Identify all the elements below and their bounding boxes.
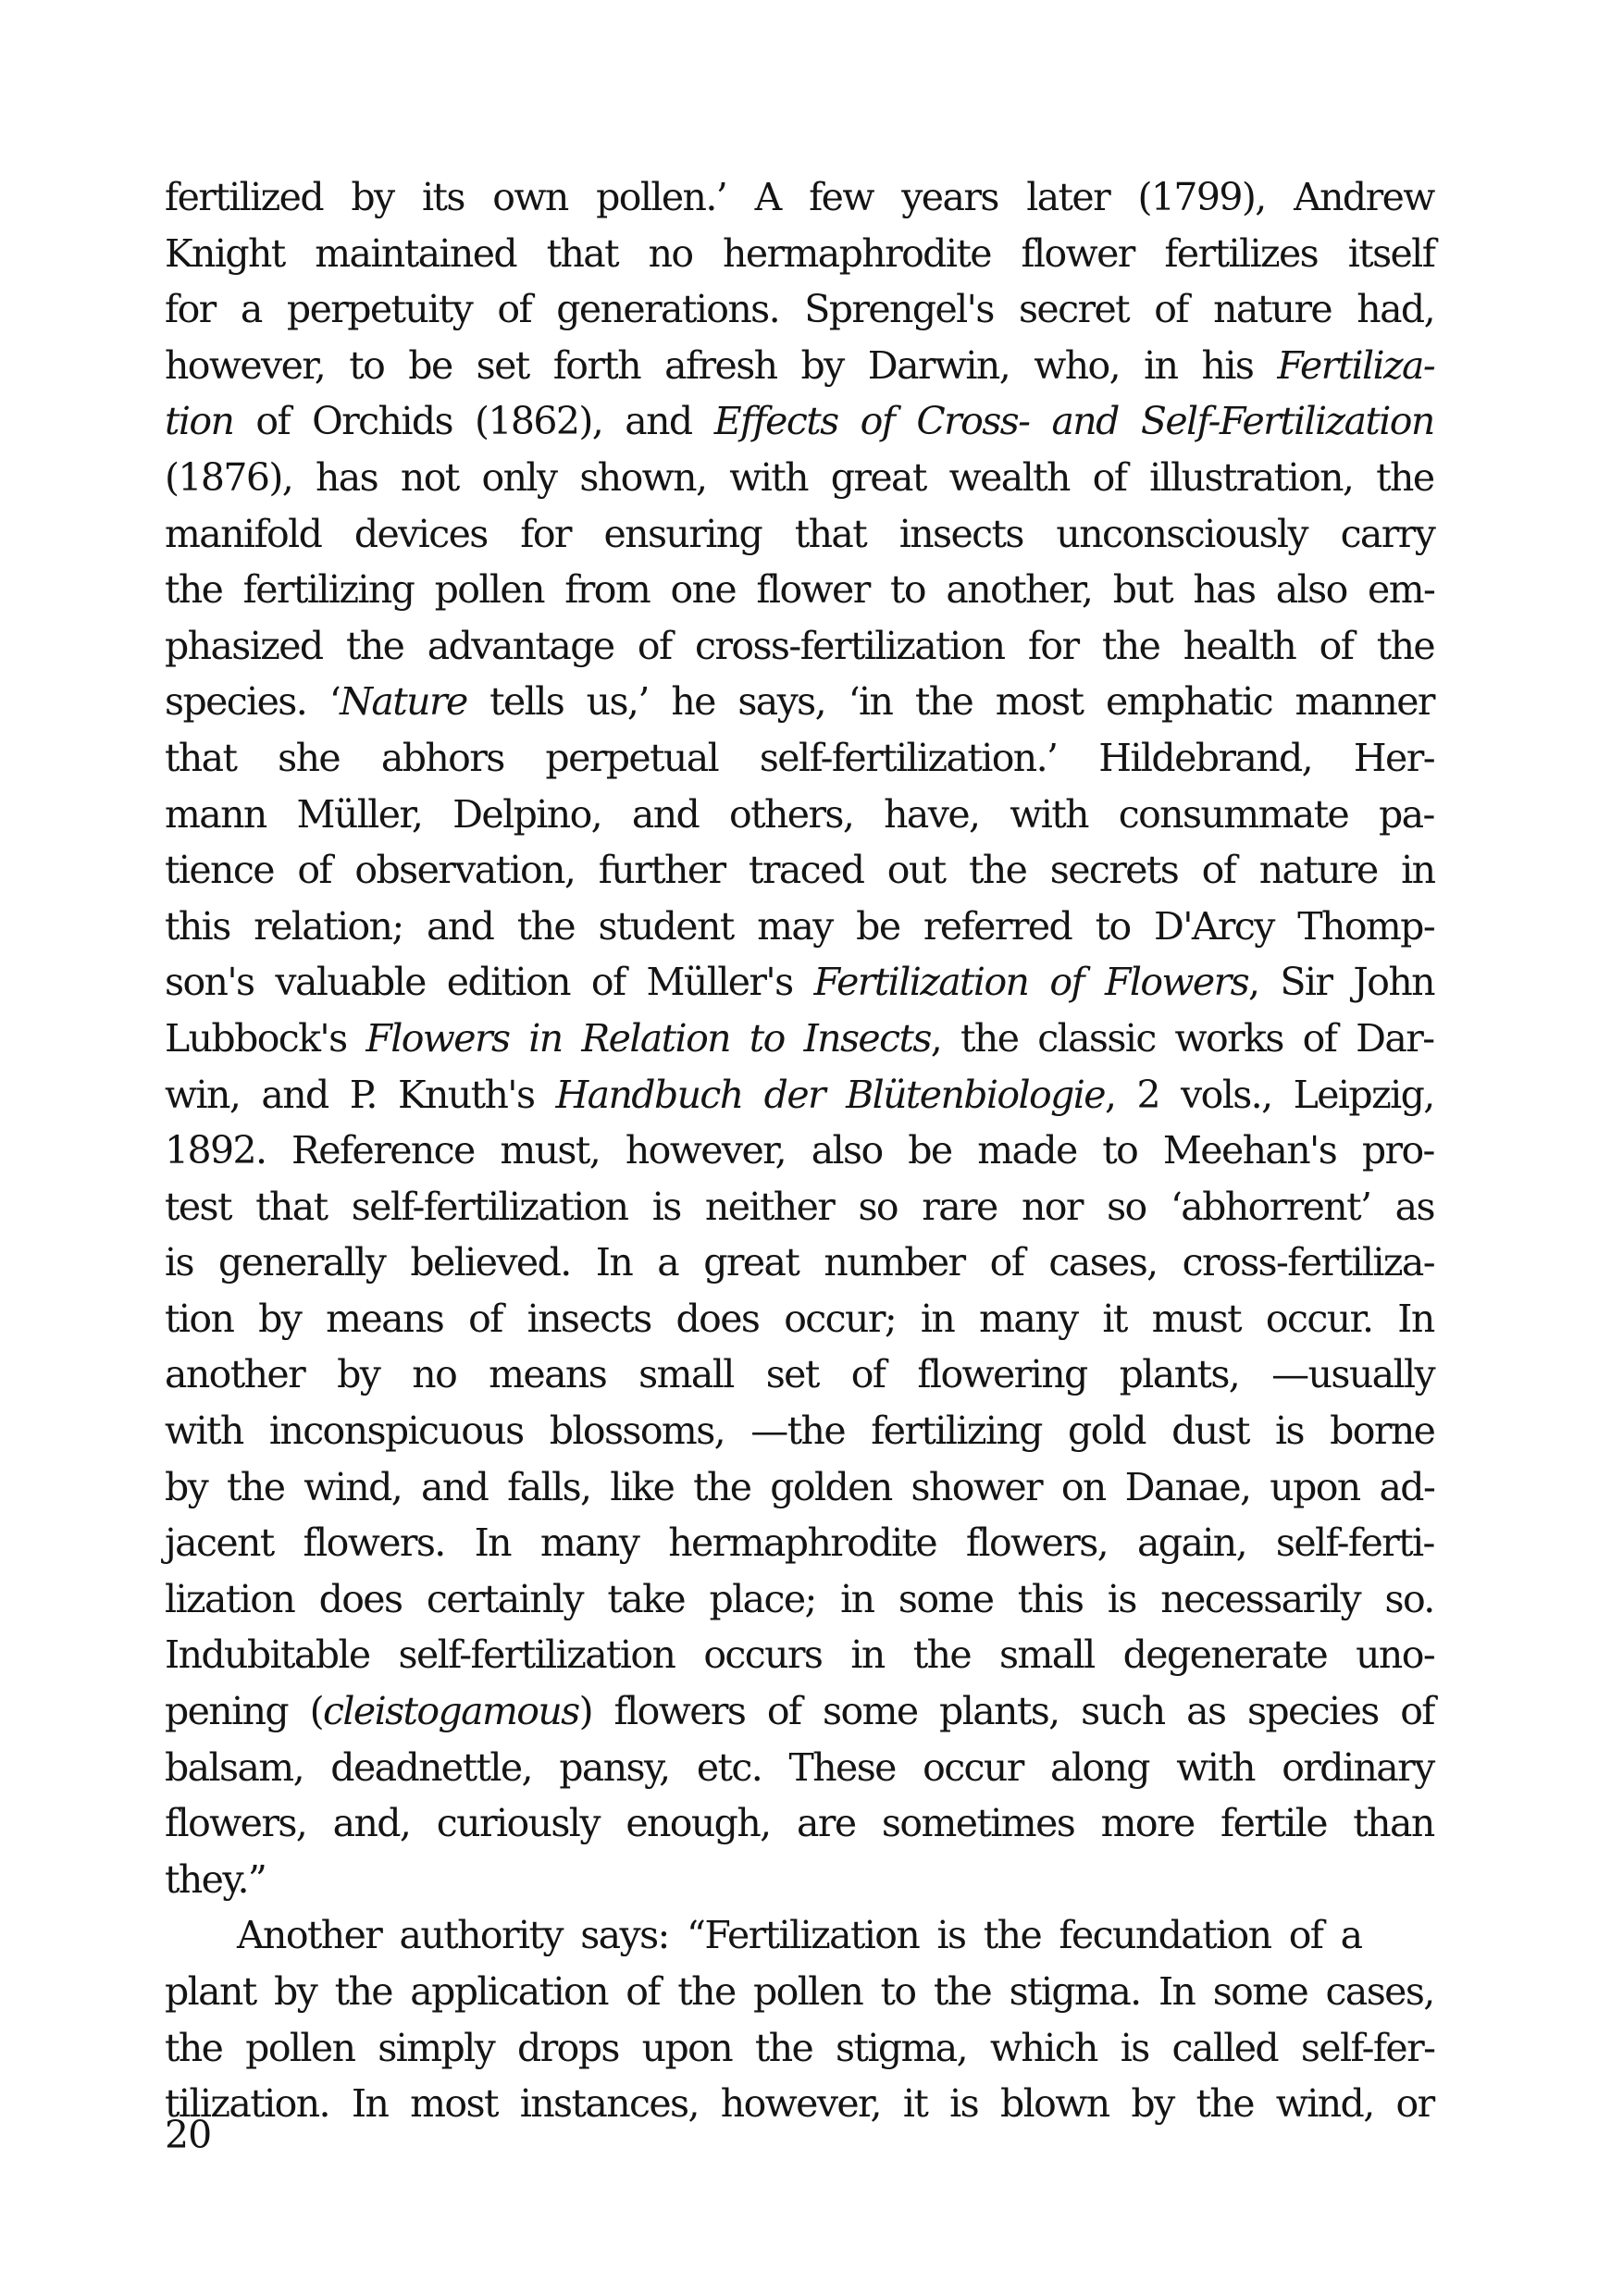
text-line [165, 1403, 1434, 1459]
text-line [165, 1627, 1434, 1683]
text-run: phasized the advantage of cross-fertilization for the health of the [165, 623, 1435, 668]
text-line [165, 562, 1434, 618]
text-line [165, 1795, 1434, 1852]
italic-text: tion [165, 399, 234, 444]
text-line [165, 1291, 1434, 1347]
text-run: another by no means small set of flowering plants, —usually [165, 1352, 1435, 1397]
text-run: plant by the application of the pollen to the stigma. In some cases, [165, 1969, 1434, 2014]
text-line [165, 1235, 1434, 1291]
text-run: of Orchids (1862), and [233, 399, 714, 444]
text-run: however, to be set forth afresh by Darwin, who, in his [165, 342, 1278, 388]
text-run: pening ( [165, 1689, 324, 1734]
text-run: Lubbock's [165, 1015, 366, 1061]
text-run: with inconspicuous blossoms, —the fertilizing gold dust is borne [165, 1409, 1435, 1454]
text-run: lization does certainly take place; in some this is necessarily so. [165, 1576, 1434, 1621]
text-line [165, 1515, 1434, 1571]
text-run: (1876), has not only shown, with great wealth of illustration, the [165, 454, 1434, 500]
paragraph [165, 169, 1434, 1907]
text-line [165, 226, 1434, 282]
text-run: Knight maintained that no hermaphrodite flower fertilizes itself [165, 230, 1435, 276]
text-run: species. ‘ [165, 679, 341, 725]
text-line [165, 506, 1434, 563]
text-line [165, 281, 1434, 338]
text-line [165, 2020, 1434, 2077]
text-line [165, 618, 1434, 675]
text-line [165, 954, 1434, 1011]
text-run: that she abhors perpetual self-fertilization.’ Hildebrand, Her- [165, 735, 1434, 780]
text-line [165, 450, 1434, 506]
text-run: mann Müller, Delpino, and others, have, with consummate pa- [165, 791, 1434, 837]
text-line [165, 1740, 1434, 1796]
text-line [165, 842, 1434, 899]
text-run: tells us,’ he says, ‘in the most emphatic manner [466, 679, 1434, 725]
italic-text: Flowers in Relation to Insects [365, 1015, 931, 1061]
text-run: the pollen simply drops upon the stigma, which is called self-fer- [165, 2025, 1435, 2070]
italic-text: Effects of Cross- and Self-Fertilization [713, 399, 1434, 444]
text-line [165, 1683, 1434, 1740]
text-run: jacent flowers. In many hermaphrodite flowers, again, self-ferti- [165, 1520, 1434, 1566]
text-run: Another authority says: “Fertilization is the fecundation of a [237, 1913, 1362, 1958]
text-line [165, 338, 1434, 394]
text-line [165, 1907, 1434, 1964]
text-run: tience of observation, further traced out the secrets of nature in [165, 848, 1435, 893]
text-run: the fertilizing pollen from one flower to another, but has also em- [165, 567, 1435, 613]
italic-text: Handbuch der Blütenbiologie [555, 1072, 1105, 1117]
text-line [165, 2076, 1434, 2132]
text-run: tilization. In most instances, however, it is blown by the wind, or [165, 2081, 1434, 2127]
text-line [165, 787, 1434, 843]
text-line [165, 1852, 1434, 1908]
paragraph [165, 1907, 1434, 2131]
text-run: for a perpetuity of generations. Sprengel's secret of nature had, [165, 287, 1435, 332]
text-line [165, 1067, 1434, 1123]
text-line [165, 1459, 1434, 1516]
text-run: tion by means of insects does occur; in many it must occur. In [165, 1296, 1434, 1341]
text-run: test that self-fertilization is neither so rare nor so ‘abhorrent’ as [165, 1184, 1434, 1229]
page-number: 20 [165, 2113, 212, 2157]
text-run: win, and P. Knuth's [165, 1072, 556, 1117]
text-run: 1892. Reference must, however, also be made to Meehan's pro- [165, 1128, 1434, 1173]
text-line [165, 1571, 1434, 1628]
text-run: , the classic works of Dar- [930, 1015, 1434, 1061]
text-run: fertilized by its own pollen.’ A few years later (1799), Andrew [165, 175, 1434, 219]
italic-text: Nature [340, 679, 467, 725]
italic-text: cleistogamous [323, 1689, 579, 1734]
text-line [165, 899, 1434, 955]
text-run: , Sir John [1248, 960, 1434, 1005]
text-run: they.” [165, 1856, 266, 1902]
text-line [165, 1011, 1434, 1067]
text-line [165, 393, 1434, 450]
text-run: son's valuable edition of Müller's [165, 960, 814, 1005]
italic-text: Fertiliza- [1277, 342, 1435, 388]
text-line [165, 1964, 1434, 2020]
italic-text: Fertilization of Flowers [813, 960, 1249, 1005]
text-run: by the wind, and falls, like the golden shower on Danae, upon ad- [165, 1464, 1435, 1509]
text-run: ) flowers of some plants, such as species of [578, 1689, 1434, 1734]
text-run: balsam, deadnettle, pansy, etc. These occur along with ordinary [165, 1744, 1434, 1790]
text-run: manifold devices for ensuring that insects unconsciously carry [165, 511, 1435, 556]
text-run: Indubitable self-fertilization occurs in the small degenerate uno- [165, 1632, 1435, 1678]
text-line [165, 169, 1434, 226]
text-line [165, 1179, 1434, 1235]
text-line [165, 674, 1434, 730]
text-line [165, 1347, 1434, 1403]
text-line [165, 730, 1434, 787]
text-run: this relation; and the student may be referred to D'Arcy Thomp- [165, 903, 1435, 949]
text-run: is generally believed. In a great number of cases, cross-fertiliza- [165, 1240, 1435, 1285]
page-body [165, 169, 1434, 2132]
text-line [165, 1123, 1434, 1179]
text-run: , 2 vols., Leipzig, [1104, 1072, 1434, 1117]
text-run: flowers, and, curiously enough, are sometimes more fertile than [165, 1801, 1434, 1846]
